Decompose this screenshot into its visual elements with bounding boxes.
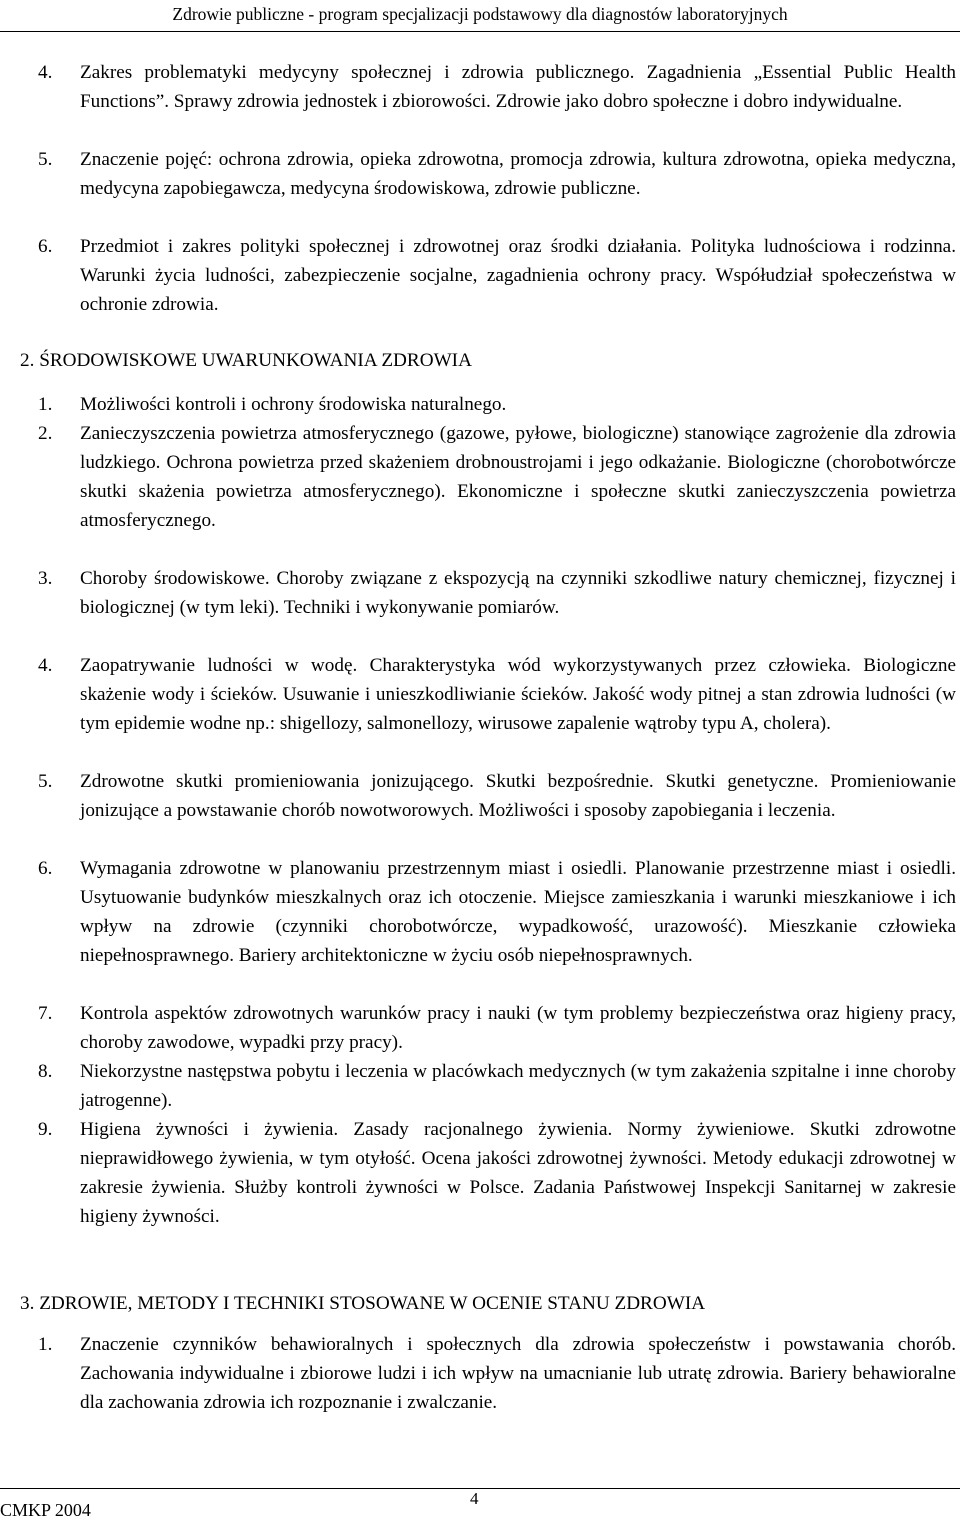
list-item	[38, 390, 956, 419]
item-number: 1.	[38, 394, 53, 415]
item-text: Zdrowotne skutki promieniowania jonizującego. Skutki bezpośrednie. Skutki genetyczne. Promieniowanie jonizujące a powstawanie chorób nowotworowych. Możliwości i sposoby zapobiegania i leczenia.	[80, 771, 956, 821]
item-number: 5.	[38, 771, 53, 792]
header-title: Zdrowie publiczne - program specjalizacji podstawowy dla diagnostów laboratoryjnych	[172, 4, 788, 24]
item-number: 7.	[38, 1003, 53, 1024]
item-text: Kontrola aspektów zdrowotnych warunków pracy i nauki (w tym problemy bezpieczeństwa oraz higieny pracy, choroby zawodowe, wypadki przy pracy).	[80, 1003, 956, 1053]
list-item	[38, 1057, 956, 1115]
item-number: 5.	[38, 149, 53, 170]
item-text: Możliwości kontroli i ochrony środowiska naturalnego.	[80, 394, 507, 415]
item-text: Zanieczyszczenia powietrza atmosferycznego (gazowe, pyłowe, biologiczne) stanowiące zagrożenie dla zdrowia ludzkiego. Ochrona powietrza przed skażeniem drobnoustrojami i jego odkażanie. Biologiczne (chorobotwórcze skutki skażenia powietrza atmosferycznego). Ekonomiczne i społeczne skutki zanieczyszczenia powietrza atmosferycznego.	[80, 423, 956, 531]
section-heading: 3. ZDROWIE, METODY I TECHNIKI STOSOWANE W OCENIE STANU ZDROWIA	[20, 1293, 706, 1314]
section-heading: 2. ŚRODOWISKOWE UWARUNKOWANIA ZDROWIA	[20, 350, 472, 371]
item-number: 6.	[38, 858, 53, 879]
item-number: 4.	[38, 62, 53, 83]
item-text: Znaczenie czynników behawioralnych i społecznych dla zdrowia społeczeństw i powstawania chorób. Zachowania indywidualne i zbiorowe ludzi i ich wpływ na umacnianie lub utratę zdrowia. Bariery behawioralne dla zachowania zdrowia ich rozpoznanie i zwalczanie.	[80, 1334, 956, 1413]
page-number: 4	[470, 1489, 479, 1508]
page-footer	[0, 1488, 960, 1525]
item-number: 6.	[38, 236, 53, 257]
item-number: 2.	[38, 423, 53, 444]
list-item	[38, 232, 956, 319]
list-item	[38, 651, 956, 738]
list-item	[38, 1115, 956, 1231]
list-item	[38, 854, 956, 970]
item-number: 1.	[38, 1334, 53, 1355]
item-text: Higiena żywności i żywienia. Zasady racjonalnego żywienia. Normy żywieniowe. Skutki zdrowotne nieprawidłowego żywienia, w tym otyłość. Ocena jakości zdrowotnej żywności. Metody edukacji zdrowotnej w zakresie żywienia. Służby kontroli żywności w Polsce. Zadania Państwowej Inspekcji Sanitarnej w zakresie higieny żywności.	[80, 1119, 956, 1227]
list-item	[38, 145, 956, 203]
list-item	[38, 58, 956, 116]
page-header	[0, 0, 960, 32]
item-number: 9.	[38, 1119, 53, 1140]
item-text: Przedmiot i zakres polityki społecznej i zdrowotnej oraz środki działania. Polityka ludnościowa i rodzinna. Warunki życia ludności, zabezpieczenie socjalne, zagadnienia ochrony pracy. Współudział społeczeństwa w ochronie zdrowia.	[80, 236, 956, 315]
list-item	[38, 564, 956, 622]
item-text: Zaopatrywanie ludności w wodę. Charakterystyka wód wykorzystywanych przez człowieka. Biologiczne skażenie wody i ścieków. Usuwanie i unieszkodliwianie ścieków. Jakość wody pitnej a stan zdrowia ludności (w tym epidemie wodne np.: shigellozy, salmonellozy, wirusowe zapalenie wątroby typu A, cholera).	[80, 655, 956, 734]
item-text: Choroby środowiskowe. Choroby związane z ekspozycją na czynniki szkodliwe natury chemicznej, fizycznej i biologicznej (w tym leki). Techniki i wykonywanie pomiarów.	[80, 568, 956, 618]
list-item	[38, 419, 956, 535]
item-number: 8.	[38, 1061, 53, 1082]
item-text: Zakres problematyki medycyny społecznej i zdrowia publicznego. Zagadnienia „Essential Public Health Functions”. Sprawy zdrowia jednostek i zbiorowości. Zdrowie jako dobro społeczne i dobro indywidualne.	[80, 62, 956, 112]
item-text: Niekorzystne następstwa pobytu i leczenia w placówkach medycznych (w tym zakażenia szpitalne i inne choroby jatrogenne).	[80, 1061, 956, 1111]
list-item	[38, 999, 956, 1057]
item-number: 4.	[38, 655, 53, 676]
item-text: Znaczenie pojęć: ochrona zdrowia, opieka zdrowotna, promocja zdrowia, kultura zdrowotna, opieka medyczna, medycyna zapobiegawcza, medycyna środowiskowa, zdrowie publiczne.	[80, 149, 956, 199]
item-text: Wymagania zdrowotne w planowaniu przestrzennym miast i osiedli. Planowanie przestrzenne miast i osiedli. Usytuowanie budynków mieszkalnych oraz ich otoczenie. Miejsce zamieszkania i warunki mieszkaniowe i ich wpływ na zdrowie (czynniki chorobotwórcze, wypadkowość, urazowość). Mieszkanie człowieka niepełnosprawnego. Bariery architektoniczne w życiu osób niepełnosprawnych.	[80, 858, 956, 966]
list-item	[38, 1330, 956, 1417]
list-item	[38, 767, 956, 825]
footer-label: CMKP 2004	[0, 1500, 91, 1520]
item-number: 3.	[38, 568, 53, 589]
